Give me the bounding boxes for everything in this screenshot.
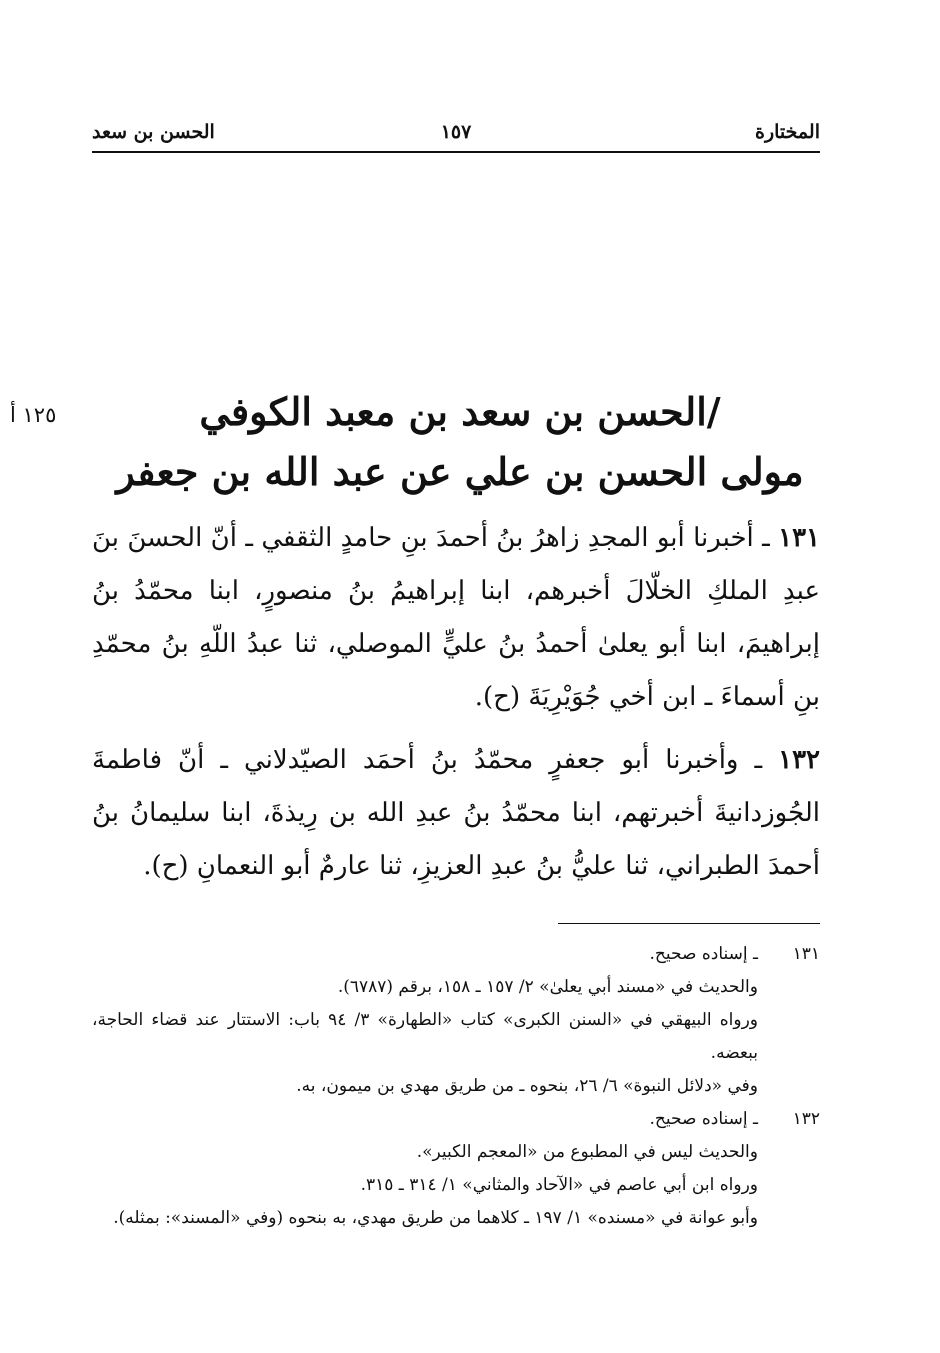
footnote-line: ـ إسناده صحيح. xyxy=(649,1109,758,1129)
hadith-paragraph xyxy=(92,734,820,893)
footnote-separator xyxy=(558,923,820,924)
footnote-number: ١٣١ xyxy=(792,944,820,964)
footnote-line: ـ إسناده صحيح. xyxy=(649,944,758,964)
footnote-line: وأبو عوانة في «مسنده» ١/ ١٩٧ ـ كلاهما من طريق مهدي، به بنحوه (وفي «المسند»: بمثله). xyxy=(113,1208,758,1228)
section-title-line-2: مولى الحسن بن علي عن عبد الله بن جعفر xyxy=(116,449,804,494)
running-header xyxy=(92,118,820,148)
footnote-line: والحديث ليس في المطبوع من «المعجم الكبير». xyxy=(416,1142,758,1162)
footnote-line: والحديث في «مسند أبي يعلىٰ» ٢/ ١٥٧ ـ ١٥٨، برقم (٦٧٨٧). xyxy=(337,977,758,997)
hadith-number: ١٣٢ xyxy=(778,745,821,775)
section-title-line-1: /الحسن بن سعد بن معبد الكوفي xyxy=(199,389,721,434)
manuscript-folio-marker: ١٢٥ أ xyxy=(10,403,57,427)
footnote-entry xyxy=(92,938,820,971)
footnote-line: ورواه البيهقي في «السنن الكبرى» كتاب «الطهارة» ٣/ ٩٤ باب: الاستتار عند قضاء الحاجة، ببعضه. xyxy=(92,1010,758,1063)
hadith-number: ١٣١ xyxy=(778,523,821,553)
footnote-number: ١٣٢ xyxy=(792,1109,820,1129)
footnote-line: وفي «دلائل النبوة» ٦/ ٢٦، بنحوه ـ من طريق مهدي بن ميمون، به. xyxy=(296,1076,758,1096)
hadith-paragraph xyxy=(92,512,820,724)
footnote-line: ورواه ابن أبي عاصم في «الآحاد والمثاني» ١/ ٣١٤ ـ ٣١٥. xyxy=(360,1175,758,1195)
hadith-text: ـ وأخبرنا أبو جعفرٍ محمّدُ بنُ أحمَد الصيّدلاني ـ أنّ فاطمةَ الجُوزدانيةَ أخبرتهم، ابنا محمّدُ بنُ عبدِ الله بن رِيذةَ، ابنا سليمانُ بنُ أحمدَ الطبراني، ثنا عليُّ بنُ عبدِ العزيزِ، ثنا عارمٌ أبو النعمانِ (ح). xyxy=(92,745,820,881)
main-text xyxy=(92,512,820,903)
chapter-title-header: الحسن بن سعد xyxy=(92,121,215,143)
page-number: ١٥٧ xyxy=(440,121,472,143)
section-title xyxy=(100,382,820,502)
hadith-text: ـ أخبرنا أبو المجدِ زاهرُ بنُ أحمدَ بنِ حامدٍ الثقفي ـ أنّ الحسنَ بنَ عبدِ الملكِ الخلّالَ أخبرهم، ابنا إبراهيمُ بنُ منصورٍ، ابنا محمّدُ بنُ إبراهيمَ، ابنا أبو يعلىٰ أحمدُ بنُ عليٍّ الموصلي، ثنا عبدُ اللّهِ بنُ محمّدِ بنِ أسماءَ ـ ابن أخي جُوَيْرِيَةَ (ح). xyxy=(92,523,820,712)
book-title-header: المختارة xyxy=(755,121,820,143)
header-rule xyxy=(92,151,820,153)
footnotes xyxy=(92,938,820,1235)
footnote-entry xyxy=(92,1103,820,1136)
